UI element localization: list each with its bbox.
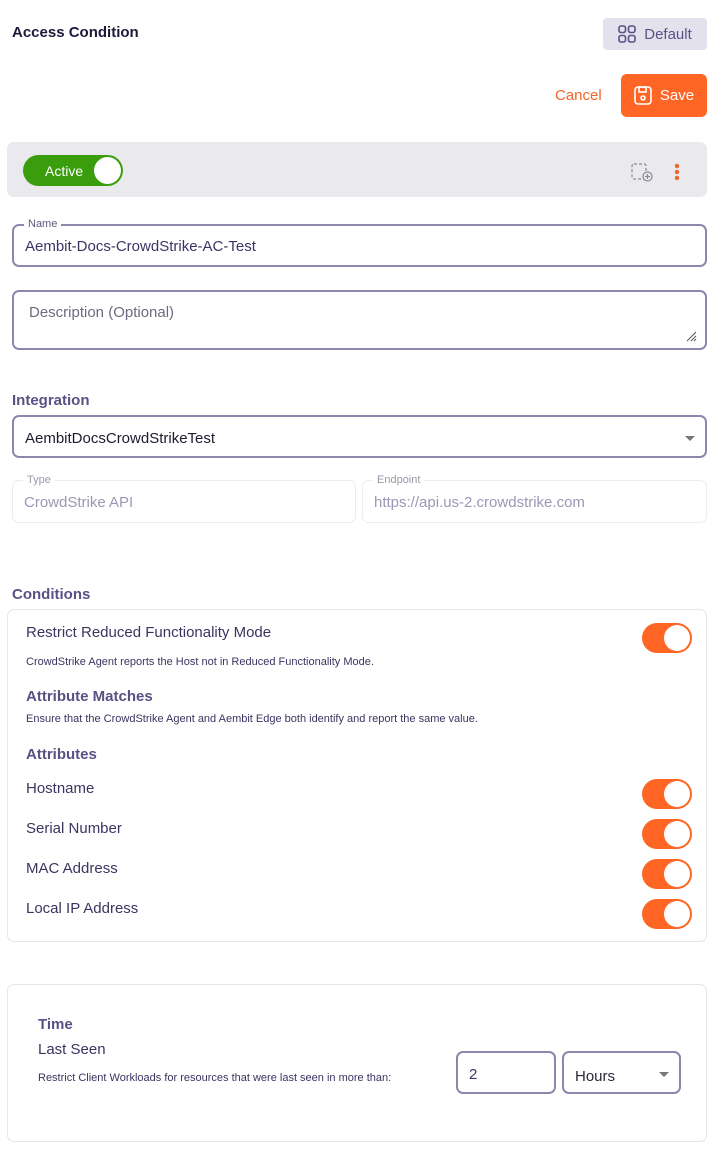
integration-selected: AembitDocsCrowdStrikeTest <box>25 430 216 447</box>
hostname-toggle[interactable] <box>642 779 692 809</box>
last-seen-label: Last Seen <box>38 1041 106 1058</box>
endpoint-label: Endpoint <box>373 474 424 486</box>
description-placeholder: Description (Optional) <box>29 304 175 321</box>
toggle-knob <box>664 861 690 887</box>
rfm-label: Restrict Reduced Functionality Mode <box>26 624 272 641</box>
toggle-knob <box>664 625 690 651</box>
time-heading: Time <box>38 1016 73 1033</box>
toggle-knob <box>664 901 690 927</box>
integration-heading: Integration <box>12 392 90 409</box>
name-field[interactable] <box>12 218 707 267</box>
chevron-down-icon <box>685 436 695 441</box>
last-seen-value: 2 <box>469 1066 478 1083</box>
time-unit-value: Hours <box>575 1068 616 1085</box>
attribute-mac-label: MAC Address <box>26 860 118 877</box>
copy-add-icon[interactable] <box>631 163 655 183</box>
save-icon <box>634 86 652 105</box>
attribute-matches-heading: Attribute Matches <box>26 688 153 705</box>
name-label: Name <box>24 218 61 231</box>
attributes-heading: Attributes <box>26 746 97 763</box>
toggle-knob <box>664 781 690 807</box>
mac-address-toggle[interactable] <box>642 859 692 889</box>
attribute-matches-description: Ensure that the CrowdStrike Agent and Aembit Edge both identify and report the same value. <box>26 713 478 725</box>
attribute-hostname-label: Hostname <box>26 780 95 797</box>
rfm-toggle[interactable] <box>642 623 692 653</box>
resize-handle-icon[interactable] <box>685 330 697 342</box>
rfm-description: CrowdStrike Agent reports the Host not in Reduced Functionality Mode. <box>26 656 374 668</box>
default-label: Default <box>644 25 692 43</box>
type-value: CrowdStrike API <box>24 494 134 511</box>
cancel-button[interactable]: Cancel <box>555 87 602 104</box>
name-value: Aembit-Docs-CrowdStrike-AC-Test <box>25 238 256 255</box>
grid-icon <box>618 25 636 43</box>
local-ip-toggle[interactable] <box>642 899 692 929</box>
save-button[interactable] <box>621 74 707 117</box>
save-label: Save <box>659 87 695 104</box>
type-field <box>12 474 356 523</box>
endpoint-value: https://api.us-2.crowdstrike.com <box>374 494 585 511</box>
attribute-serial-label: Serial Number <box>26 820 122 837</box>
time-unit-select[interactable] <box>562 1051 681 1094</box>
toggle-knob <box>664 821 690 847</box>
conditions-card <box>7 609 707 942</box>
serial-number-toggle[interactable] <box>642 819 692 849</box>
active-toggle[interactable] <box>23 155 123 186</box>
more-options-icon[interactable] <box>672 163 682 181</box>
attribute-local-ip-label: Local IP Address <box>26 900 139 917</box>
restrict-description: Restrict Client Workloads for resources that were last seen in more than: <box>38 1072 392 1084</box>
type-label: Type <box>23 474 55 486</box>
default-view-button[interactable] <box>603 18 707 50</box>
toggle-knob <box>94 157 121 184</box>
conditions-heading: Conditions <box>12 586 91 603</box>
chevron-down-icon <box>659 1072 669 1077</box>
last-seen-value-input[interactable] <box>456 1051 556 1094</box>
page-title: Access Condition <box>12 24 139 41</box>
active-label: Active <box>45 162 84 179</box>
description-field[interactable] <box>12 290 707 350</box>
integration-select[interactable] <box>12 415 707 458</box>
endpoint-field <box>362 474 707 523</box>
